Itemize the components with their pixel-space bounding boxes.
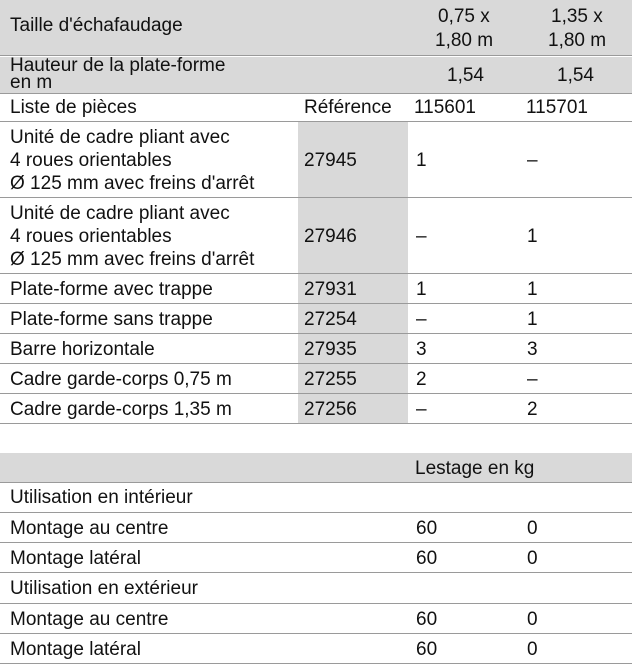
section-title: Utilisation en extérieur [10, 578, 198, 599]
part-ref: 27935 [304, 339, 357, 360]
ballast-a: 60 [416, 518, 438, 539]
code-a: 115601 [414, 97, 476, 118]
ballast-a: 60 [416, 548, 438, 569]
platform-height-b: 1,54 [557, 65, 594, 86]
part-desc: Plate-forme avec trappe [10, 279, 213, 300]
qty-a: – [416, 399, 427, 420]
ballast-header [0, 453, 632, 483]
ballast-b: 0 [527, 609, 538, 630]
size-a-line1: 0,75 x [438, 6, 490, 27]
qty-b: 3 [527, 339, 538, 360]
part-ref: 27256 [304, 399, 357, 420]
qty-b: 2 [527, 399, 538, 420]
table-row [0, 634, 632, 664]
part-desc-line1: Unité de cadre pliant avec [10, 203, 230, 224]
platform-height-row [0, 57, 632, 94]
qty-b: 1 [527, 309, 538, 330]
table-row [0, 198, 632, 274]
ballast-header-label: Lestage en kg [415, 458, 535, 479]
table-row [0, 604, 632, 634]
qty-a: 1 [416, 279, 427, 300]
mounting-label: Montage au centre [10, 609, 169, 630]
qty-a: 3 [416, 339, 427, 360]
part-desc-line3: Ø 125 mm avec freins d'arrêt [10, 173, 255, 194]
platform-height-label-line1: Hauteur de la plate-forme [10, 55, 226, 76]
table-row [0, 364, 632, 394]
platform-height-a: 1,54 [447, 65, 484, 86]
part-desc-line2: 4 roues orientables [10, 226, 172, 247]
qty-a: 1 [416, 150, 427, 171]
section-title-row [0, 573, 632, 604]
table-row [0, 394, 632, 424]
table-row [0, 513, 632, 543]
part-desc: Barre horizontale [10, 339, 155, 360]
size-a-line2: 1,80 m [435, 30, 494, 51]
qty-a: – [416, 226, 427, 247]
ballast-b: 0 [527, 518, 538, 539]
scaffold-size-header [0, 0, 632, 56]
scaffold-size-label: Taille d'échafaudage [10, 15, 183, 36]
qty-b: 1 [527, 279, 538, 300]
part-ref: 27931 [304, 279, 357, 300]
qty-b: – [527, 369, 538, 390]
part-desc: Cadre garde-corps 0,75 m [10, 369, 232, 390]
ballast-a: 60 [416, 609, 438, 630]
reference-label: Référence [304, 97, 392, 118]
table-row [0, 122, 632, 198]
part-desc-line1: Unité de cadre pliant avec [10, 127, 230, 148]
size-b-line2: 1,80 m [548, 30, 607, 51]
part-desc: Plate-forme sans trappe [10, 309, 213, 330]
platform-height-label-line2: en m [10, 72, 53, 93]
size-b-line1: 1,35 x [551, 6, 603, 27]
parts-list-header [0, 95, 632, 122]
mounting-label: Montage au centre [10, 518, 169, 539]
ballast-b: 0 [527, 548, 538, 569]
table-row [0, 334, 632, 364]
mounting-label: Montage latéral [10, 548, 141, 569]
mounting-label: Montage latéral [10, 639, 141, 660]
ballast-a: 60 [416, 639, 438, 660]
qty-b: – [527, 150, 538, 171]
part-ref: 27255 [304, 369, 357, 390]
part-desc: Cadre garde-corps 1,35 m [10, 399, 232, 420]
qty-a: 2 [416, 369, 427, 390]
qty-b: 1 [527, 226, 538, 247]
table-row [0, 543, 632, 573]
code-b: 115701 [526, 97, 588, 118]
ballast-b: 0 [527, 639, 538, 660]
section-title: Utilisation en intérieur [10, 487, 193, 508]
table-row [0, 304, 632, 334]
parts-list-label: Liste de pièces [10, 97, 137, 118]
part-ref: 27945 [304, 150, 357, 171]
part-desc-line2: 4 roues orientables [10, 150, 172, 171]
part-desc-line3: Ø 125 mm avec freins d'arrêt [10, 249, 255, 270]
section-title-row [0, 483, 632, 513]
part-ref: 27254 [304, 309, 357, 330]
part-ref: 27946 [304, 226, 357, 247]
table-row [0, 274, 632, 304]
qty-a: – [416, 309, 427, 330]
